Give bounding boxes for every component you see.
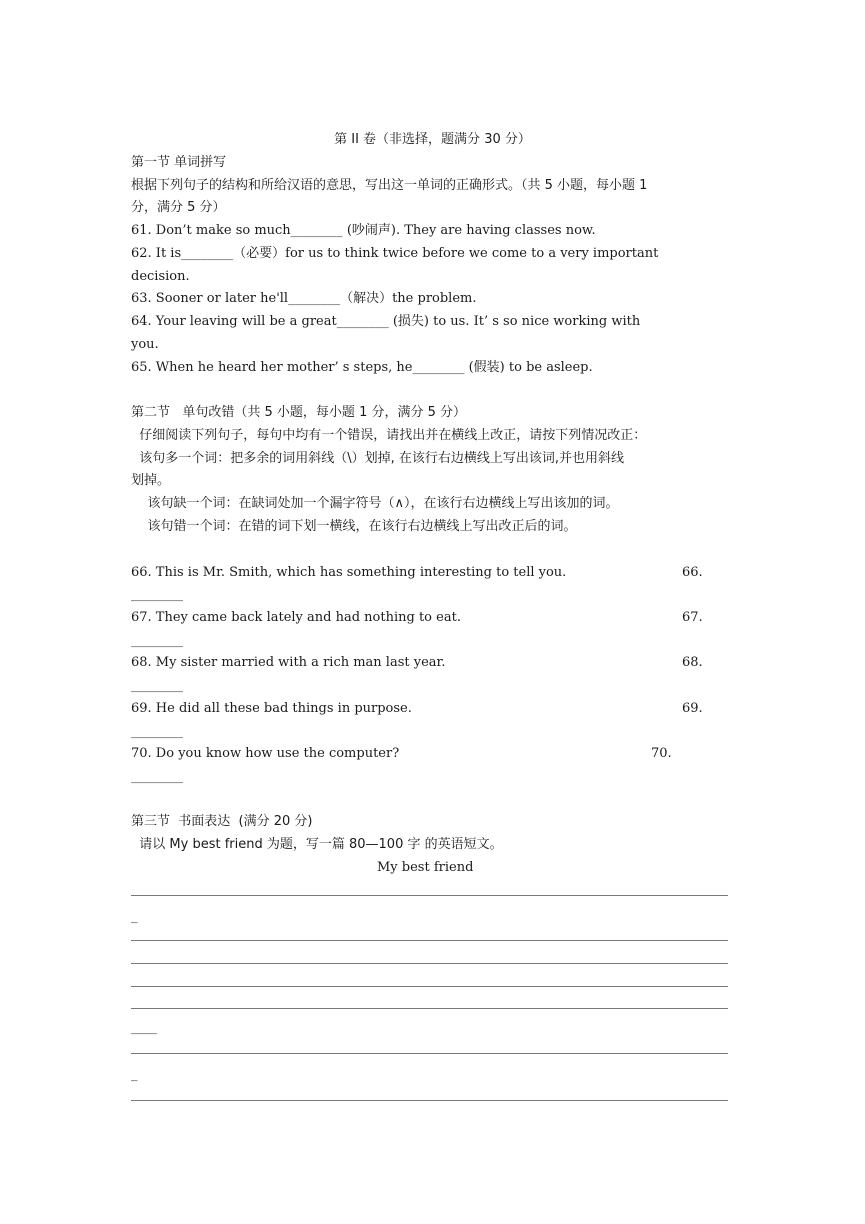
correction-sentence-66: 66. This is Mr. Smith, which has something interesting to tell you. (131, 565, 567, 580)
question-62: 62. It is________（必要）for us to think twice before we come to a very important (131, 246, 659, 261)
correction-sentence-67: 67. They came back lately and had nothing to eat. (131, 610, 461, 625)
writing-line[interactable] (131, 1053, 728, 1054)
paper-title: 第 II 卷（非选择，题满分 30 分） (334, 132, 531, 147)
section2-rule-wrong-word: 该句错一个词：在错的词下划一横线，在该行右边横线上写出改正后的词。 (131, 519, 577, 534)
section1-instruction: 根据下列句子的结构和所给汉语的意思，写出这一单词的正确形式。（共 5 小题，每小题 1 (131, 178, 648, 193)
writing-line-stub: ____ (131, 1020, 157, 1035)
answer-number-66: 66. (682, 565, 703, 580)
answer-number-67: 67. (682, 610, 703, 625)
writing-line[interactable] (131, 1008, 728, 1009)
section2-instruction: 仔细阅读下列句子，每句中均有一个错误，请找出并在横线上改正，请按下列情况改正： (131, 428, 647, 443)
question-65: 65. When he heard her mother’ s steps, he________ (假装) to be asleep. (131, 360, 593, 375)
answer-number-70: 70. (651, 746, 672, 761)
question-64: 64. Your leaving will be a great________ (损失) to us. It’ s so nice working with (131, 314, 641, 329)
answer-number-68: 68. (682, 655, 703, 670)
writing-line[interactable] (131, 895, 728, 896)
section2-rule-extra-word: 该句多一个词：把多余的词用斜线（\）划掉, 在该行右边横线上写出该词,并也用斜线 (131, 451, 625, 466)
answer-blank-70[interactable]: ________ (131, 769, 183, 784)
question-63: 63. Sooner or later he'll________（解决）the problem. (131, 291, 477, 306)
writing-line[interactable] (131, 940, 728, 941)
section3-heading: 第三节 书面表达 (满分 20 分) (131, 814, 313, 829)
correction-sentence-70: 70. Do you know how use the computer? (131, 746, 400, 761)
correction-sentence-69: 69. He did all these bad things in purpose. (131, 701, 412, 716)
writing-line-stub: _ (131, 909, 138, 924)
section1-instruction-cont: 分，满分 5 分） (131, 200, 226, 215)
essay-title: My best friend (377, 860, 474, 875)
section2-rule-missing-word: 该句缺一个词：在缺词处加一个漏字符号（∧），在该行右边横线上写出该加的词。 (131, 496, 619, 511)
writing-line[interactable] (131, 1100, 728, 1101)
question-61: 61. Don’t make so much________ (吵闹声). They are having classes now. (131, 223, 596, 238)
answer-blank-68[interactable]: ________ (131, 678, 183, 693)
section2-heading: 第二节 单句改错（共 5 小题，每小题 1 分，满分 5 分） (131, 405, 467, 420)
question-64-cont: you. (131, 337, 159, 352)
answer-number-69: 69. (682, 701, 703, 716)
answer-blank-67[interactable]: ________ (131, 633, 183, 648)
answer-blank-69[interactable]: ________ (131, 724, 183, 739)
writing-line[interactable] (131, 963, 728, 964)
writing-line-stub: _ (131, 1067, 138, 1082)
correction-sentence-68: 68. My sister married with a rich man last year. (131, 655, 446, 670)
section1-heading: 第一节 单词拼写 (131, 155, 227, 170)
question-62-cont: decision. (131, 269, 190, 284)
answer-blank-66[interactable]: ________ (131, 587, 183, 602)
writing-prompt: 请以 My best friend 为题，写一篇 80—100 字 的英语短文。 (131, 837, 503, 852)
section2-rule-extra-word-cont: 划掉。 (131, 473, 171, 488)
writing-line[interactable] (131, 986, 728, 987)
